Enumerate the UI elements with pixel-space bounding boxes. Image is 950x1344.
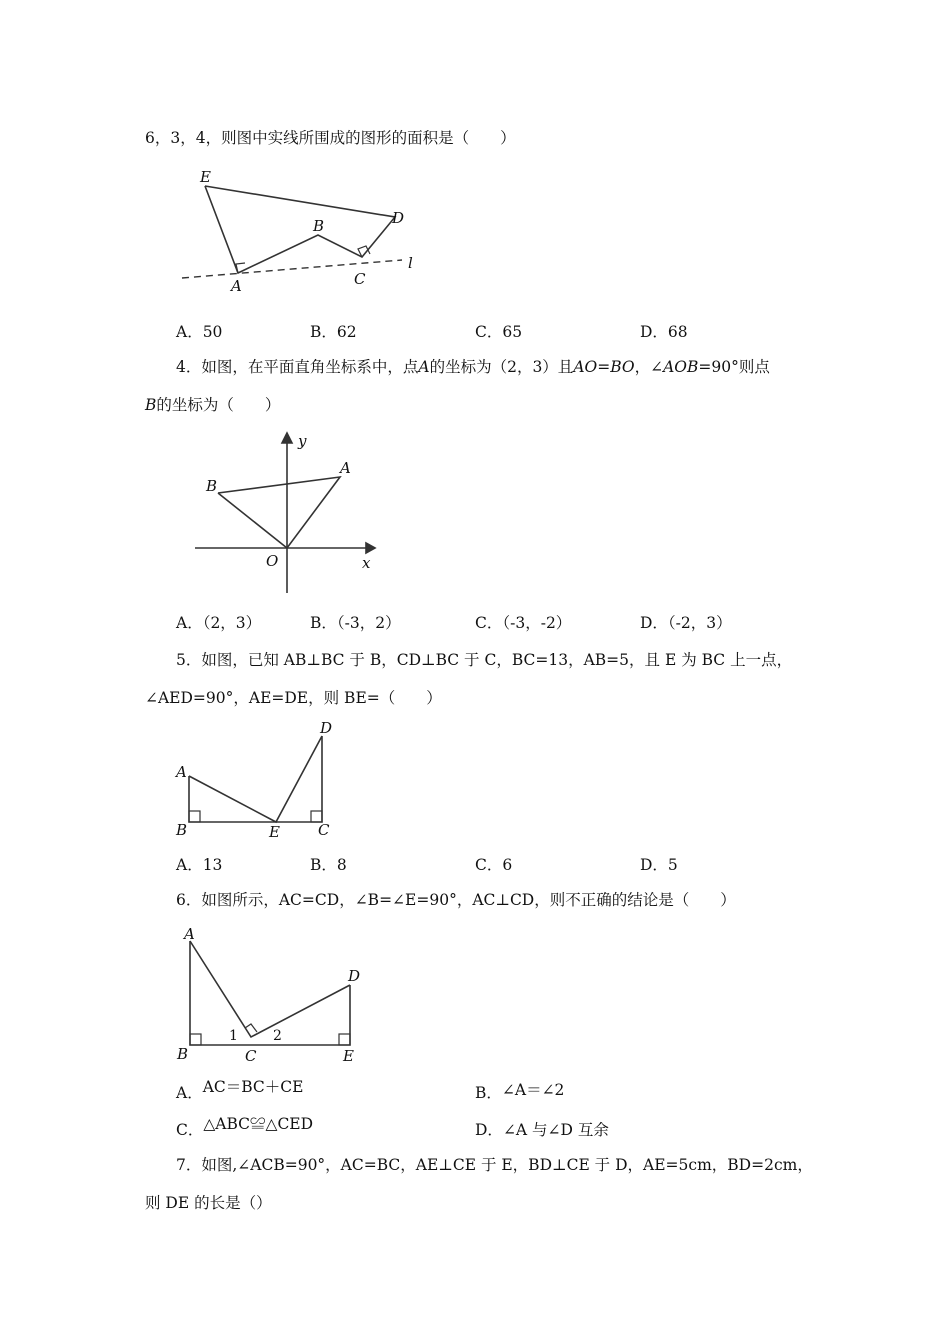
label-a: A — [340, 459, 351, 477]
q6-figure — [172, 925, 372, 1065]
label-d: D — [348, 967, 361, 985]
label-c: C — [318, 821, 330, 839]
label-a: A — [231, 277, 242, 295]
q6-option-d[interactable]: D．∠A 与∠D 互余 — [475, 1121, 609, 1139]
q5-option-d[interactable]: D．5 — [640, 856, 678, 874]
triangle-aob — [218, 477, 340, 548]
q5-option-a[interactable]: A．13 — [176, 856, 223, 874]
q3-option-d[interactable]: D．68 — [640, 323, 688, 341]
q3-option-a[interactable]: A．50 — [176, 323, 223, 341]
label-a: A — [184, 925, 195, 943]
label-d: D — [320, 719, 333, 737]
label-l: l — [408, 254, 413, 272]
label-o: O — [266, 552, 279, 570]
right-angle-mark-b — [190, 1034, 201, 1045]
q5-option-b[interactable]: B．8 — [310, 856, 347, 874]
label-a: A — [176, 763, 187, 781]
q4-stem-line-2: B的坐标为（ ） — [145, 396, 281, 414]
label-b: B — [313, 217, 325, 235]
q6-frame — [190, 941, 350, 1045]
q5-aed — [189, 736, 322, 822]
q4-option-a[interactable]: A．（2，3） — [176, 614, 262, 632]
q5-figure — [172, 715, 342, 845]
label-e: E — [200, 168, 211, 186]
q5-stem-line-1: 5．如图，已知 AB⊥BC 于 B，CD⊥BC 于 C，BC=13，AB=5，且 E 为 BC 上一点， — [176, 651, 793, 669]
label-c: C — [354, 270, 366, 288]
q4-stem-line-1: 4．如图，在平面直角坐标系中，点A的坐标为（2，3）且AO=BO，∠AOB=90°则点 — [176, 358, 770, 376]
q3-option-c[interactable]: C．65 — [475, 323, 523, 341]
q4-option-c[interactable]: C．（-3，-2） — [475, 614, 572, 632]
label-x: x — [362, 554, 371, 572]
q4-figure — [190, 428, 400, 598]
label-angle-2: 2 — [273, 1028, 282, 1044]
label-b: B — [206, 477, 218, 495]
q6-option-b[interactable]: B．∠A＝∠2 — [475, 1081, 565, 1102]
q6-acd — [190, 941, 350, 1037]
q6-option-a[interactable]: A．AC＝BC＋CE — [176, 1078, 304, 1102]
q6-stem-line: 6．如图所示，AC=CD，∠B=∠E=90°，AC⊥CD，则不正确的结论是（ ） — [176, 891, 736, 909]
q7-stem-line-2: 则 DE 的长是（） — [145, 1194, 272, 1212]
right-angle-mark-b — [189, 811, 200, 822]
q5-frame — [189, 736, 322, 822]
label-b: B — [176, 821, 188, 839]
q7-stem-line-1: 7．如图,∠ACB=90°，AC=BC，AE⊥CE 于 E，BD⊥CE 于 D，AE=5cm，BD=2cm， — [176, 1156, 813, 1174]
label-y: y — [298, 432, 307, 450]
label-angle-1: 1 — [229, 1028, 238, 1044]
right-angle-mark-e — [339, 1034, 350, 1045]
label-e: E — [269, 823, 280, 841]
q3-figure — [170, 160, 430, 300]
q6-option-c[interactable]: C．△ABC≌△CED — [176, 1115, 314, 1139]
q5-option-c[interactable]: C．6 — [475, 856, 513, 874]
label-b: B — [177, 1045, 189, 1063]
line-l — [182, 260, 402, 278]
q3-stem-line: 6，3，4，则图中实线所围成的图形的面积是（ ） — [145, 129, 516, 147]
x-axis-arrow — [366, 543, 375, 553]
label-c: C — [245, 1047, 257, 1065]
q4-option-b[interactable]: B．（-3，2） — [310, 614, 401, 632]
y-axis-arrow — [282, 433, 292, 443]
label-d: D — [392, 209, 405, 227]
q5-stem-line-2: ∠AED=90°，AE=DE，则 BE=（ ） — [145, 689, 442, 707]
q3-polygon — [205, 186, 395, 273]
label-e: E — [343, 1047, 354, 1065]
q3-option-b[interactable]: B．62 — [310, 323, 357, 341]
q4-option-d[interactable]: D．（-2，3） — [640, 614, 732, 632]
